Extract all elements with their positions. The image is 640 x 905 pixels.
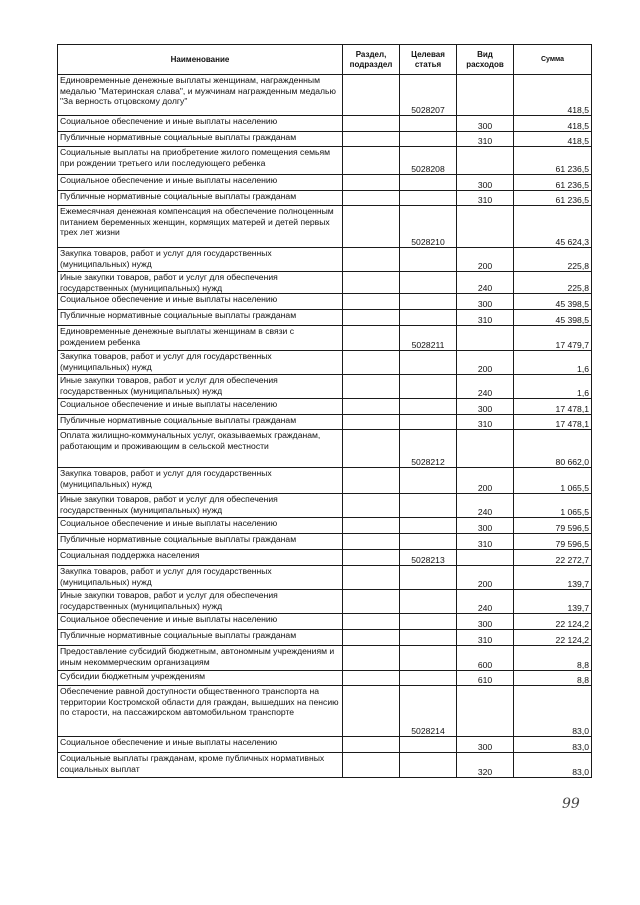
- row-sum-cell: 225,8: [514, 248, 592, 272]
- row-type-cell: 200: [457, 248, 514, 272]
- row-section-cell: [343, 646, 400, 671]
- table-row: [58, 175, 592, 191]
- row-target-cell: [400, 494, 457, 518]
- row-type-cell: [457, 550, 514, 566]
- table-row: [58, 614, 592, 630]
- row-sum-cell: 1,6: [514, 351, 592, 375]
- row-name-cell: Социальное обеспечение и иные выплаты населению: [58, 175, 343, 191]
- table-row: [58, 116, 592, 132]
- table-row: [58, 351, 592, 375]
- row-sum-cell: 17 478,1: [514, 399, 592, 415]
- table-row: [58, 550, 592, 566]
- row-sum-cell: 45 398,5: [514, 294, 592, 310]
- row-sum-cell: 17 478,1: [514, 415, 592, 430]
- row-section-cell: [343, 566, 400, 590]
- row-target-cell: [400, 671, 457, 686]
- row-sum-cell: 80 662,0: [514, 430, 592, 468]
- row-name-cell: Ежемесячная денежная компенсация на обеспечение полноценным питанием беременных женщин, кормящих матерей и детей первых трех лет жизни: [58, 206, 343, 248]
- row-type-cell: 310: [457, 310, 514, 326]
- row-name-cell: Социальная поддержка населения: [58, 550, 343, 566]
- row-name-cell: Публичные нормативные социальные выплаты гражданам: [58, 132, 343, 147]
- page-number: 99: [562, 796, 580, 812]
- row-section-cell: [343, 175, 400, 191]
- table-row: [58, 132, 592, 147]
- row-type-cell: 240: [457, 272, 514, 294]
- row-target-cell: [400, 590, 457, 614]
- table-row: [58, 590, 592, 614]
- table-row: [58, 566, 592, 590]
- row-sum-cell: 83,0: [514, 737, 592, 753]
- row-name-cell: Закупка товаров, работ и услуг для государственных (муниципальных) нужд: [58, 351, 343, 375]
- row-target-cell: [400, 116, 457, 132]
- row-name-cell: Предоставление субсидий бюджетным, автономным учреждениям и иным некоммерческим организациям: [58, 646, 343, 671]
- row-type-cell: 320: [457, 753, 514, 778]
- row-type-cell: 240: [457, 494, 514, 518]
- row-section-cell: [343, 737, 400, 753]
- table-row: [58, 326, 592, 351]
- row-section-cell: [343, 375, 400, 399]
- row-name-cell: Публичные нормативные социальные выплаты гражданам: [58, 630, 343, 646]
- row-section-cell: [343, 468, 400, 494]
- row-target-cell: 5028211: [400, 326, 457, 351]
- row-target-cell: [400, 375, 457, 399]
- row-sum-cell: 8,8: [514, 646, 592, 671]
- row-name-cell: Закупка товаров, работ и услуг для государственных (муниципальных) нужд: [58, 468, 343, 494]
- row-type-cell: 310: [457, 191, 514, 206]
- row-section-cell: [343, 75, 400, 116]
- table-row: [58, 737, 592, 753]
- row-name-cell: Иные закупки товаров, работ и услуг для обеспечения государственных (муниципальных) нужд: [58, 375, 343, 399]
- row-section-cell: [343, 686, 400, 737]
- row-sum-cell: 61 236,5: [514, 147, 592, 175]
- row-sum-cell: 22 124,2: [514, 614, 592, 630]
- row-name-cell: Иные закупки товаров, работ и услуг для обеспечения государственных (муниципальных) нужд: [58, 590, 343, 614]
- row-target-cell: [400, 351, 457, 375]
- row-section-cell: [343, 191, 400, 206]
- table-body: [58, 75, 592, 778]
- row-name-cell: Социальное обеспечение и иные выплаты населению: [58, 737, 343, 753]
- row-target-cell: [400, 399, 457, 415]
- row-target-cell: [400, 614, 457, 630]
- row-type-cell: 310: [457, 132, 514, 147]
- row-name-cell: Социальное обеспечение и иные выплаты населению: [58, 116, 343, 132]
- row-sum-cell: 17 479,7: [514, 326, 592, 351]
- budget-table: [57, 44, 592, 778]
- row-sum-cell: 61 236,5: [514, 191, 592, 206]
- header-section: Раздел, подраздел: [343, 45, 400, 75]
- row-section-cell: [343, 614, 400, 630]
- table-row: [58, 494, 592, 518]
- row-sum-cell: 45 398,5: [514, 310, 592, 326]
- row-target-cell: [400, 132, 457, 147]
- row-section-cell: [343, 550, 400, 566]
- row-type-cell: 610: [457, 671, 514, 686]
- row-type-cell: 310: [457, 630, 514, 646]
- row-type-cell: 200: [457, 351, 514, 375]
- row-type-cell: 600: [457, 646, 514, 671]
- row-section-cell: [343, 206, 400, 248]
- table-row: [58, 75, 592, 116]
- table-row: [58, 375, 592, 399]
- row-type-cell: [457, 326, 514, 351]
- table-row: [58, 534, 592, 550]
- row-target-cell: [400, 415, 457, 430]
- row-section-cell: [343, 399, 400, 415]
- row-type-cell: [457, 686, 514, 737]
- row-target-cell: [400, 294, 457, 310]
- row-section-cell: [343, 430, 400, 468]
- row-type-cell: 300: [457, 399, 514, 415]
- table-row: [58, 248, 592, 272]
- row-type-cell: 240: [457, 590, 514, 614]
- table-row: [58, 430, 592, 468]
- row-target-cell: [400, 753, 457, 778]
- row-sum-cell: 1 065,5: [514, 494, 592, 518]
- row-type-cell: 300: [457, 518, 514, 534]
- row-target-cell: [400, 737, 457, 753]
- table-row: [58, 147, 592, 175]
- row-type-cell: 300: [457, 294, 514, 310]
- table-row: [58, 686, 592, 737]
- row-name-cell: Закупка товаров, работ и услуг для государственных (муниципальных) нужд: [58, 566, 343, 590]
- row-sum-cell: 79 596,5: [514, 534, 592, 550]
- row-name-cell: Публичные нормативные социальные выплаты гражданам: [58, 310, 343, 326]
- row-type-cell: [457, 430, 514, 468]
- row-sum-cell: 79 596,5: [514, 518, 592, 534]
- row-section-cell: [343, 272, 400, 294]
- row-target-cell: 5028214: [400, 686, 457, 737]
- row-target-cell: [400, 191, 457, 206]
- row-type-cell: 300: [457, 614, 514, 630]
- row-section-cell: [343, 494, 400, 518]
- row-target-cell: 5028208: [400, 147, 457, 175]
- row-section-cell: [343, 116, 400, 132]
- row-target-cell: [400, 566, 457, 590]
- row-sum-cell: 61 236,5: [514, 175, 592, 191]
- row-name-cell: Субсидии бюджетным учреждениям: [58, 671, 343, 686]
- row-sum-cell: 22 272,7: [514, 550, 592, 566]
- row-name-cell: Единовременные денежные выплаты женщинам в связи с рождением ребенка: [58, 326, 343, 351]
- row-target-cell: [400, 272, 457, 294]
- row-target-cell: [400, 630, 457, 646]
- row-target-cell: [400, 310, 457, 326]
- row-target-cell: [400, 534, 457, 550]
- row-target-cell: 5028213: [400, 550, 457, 566]
- row-sum-cell: 1 065,5: [514, 468, 592, 494]
- row-section-cell: [343, 753, 400, 778]
- row-section-cell: [343, 518, 400, 534]
- row-section-cell: [343, 671, 400, 686]
- row-name-cell: Социальное обеспечение и иные выплаты населению: [58, 614, 343, 630]
- row-sum-cell: 139,7: [514, 566, 592, 590]
- row-type-cell: 200: [457, 566, 514, 590]
- row-name-cell: Публичные нормативные социальные выплаты гражданам: [58, 415, 343, 430]
- row-sum-cell: 225,8: [514, 272, 592, 294]
- row-name-cell: Социальное обеспечение и иные выплаты населению: [58, 399, 343, 415]
- row-sum-cell: 418,5: [514, 75, 592, 116]
- row-type-cell: [457, 75, 514, 116]
- row-target-cell: 5028210: [400, 206, 457, 248]
- table-row: [58, 646, 592, 671]
- row-type-cell: [457, 147, 514, 175]
- row-name-cell: Социальное обеспечение и иные выплаты населению: [58, 294, 343, 310]
- table-row: [58, 272, 592, 294]
- row-name-cell: Социальные выплаты на приобретение жилого помещения семьям при рождении третьего или последующего ребенка: [58, 147, 343, 175]
- table-row: [58, 468, 592, 494]
- header-sum: Сумма: [514, 45, 592, 75]
- row-sum-cell: 83,0: [514, 753, 592, 778]
- row-name-cell: Обеспечение равной доступности общественного транспорта на территории Костромской области для граждан, вышедших на пенсию по старости, на пассажирском автомобильном транспорте: [58, 686, 343, 737]
- row-sum-cell: 1,6: [514, 375, 592, 399]
- table-row: [58, 753, 592, 778]
- row-section-cell: [343, 294, 400, 310]
- row-target-cell: [400, 248, 457, 272]
- row-name-cell: Оплата жилищно-коммунальных услуг, оказываемых гражданам, работающим и проживающим в сельской местности: [58, 430, 343, 468]
- row-target-cell: [400, 175, 457, 191]
- row-name-cell: Иные закупки товаров, работ и услуг для обеспечения государственных (муниципальных) нужд: [58, 494, 343, 518]
- table-row: [58, 671, 592, 686]
- row-section-cell: [343, 248, 400, 272]
- row-target-cell: 5028207: [400, 75, 457, 116]
- row-sum-cell: 139,7: [514, 590, 592, 614]
- header-target: Целевая статья: [400, 45, 457, 75]
- table-row: [58, 518, 592, 534]
- row-section-cell: [343, 415, 400, 430]
- row-name-cell: Социальные выплаты гражданам, кроме публичных нормативных социальных выплат: [58, 753, 343, 778]
- header-type: Вид расходов: [457, 45, 514, 75]
- table-row: [58, 206, 592, 248]
- row-target-cell: [400, 468, 457, 494]
- table-row: [58, 630, 592, 646]
- row-type-cell: 300: [457, 175, 514, 191]
- row-type-cell: 200: [457, 468, 514, 494]
- row-name-cell: Социальное обеспечение и иные выплаты населению: [58, 518, 343, 534]
- table-row: [58, 415, 592, 430]
- row-type-cell: 310: [457, 534, 514, 550]
- row-target-cell: [400, 518, 457, 534]
- header-name: Наименование: [58, 45, 343, 75]
- table-row: [58, 399, 592, 415]
- row-sum-cell: 418,5: [514, 132, 592, 147]
- row-section-cell: [343, 351, 400, 375]
- table-row: [58, 191, 592, 206]
- row-type-cell: 310: [457, 415, 514, 430]
- row-type-cell: 240: [457, 375, 514, 399]
- row-type-cell: 300: [457, 737, 514, 753]
- row-sum-cell: 45 624,3: [514, 206, 592, 248]
- row-section-cell: [343, 326, 400, 351]
- table-row: [58, 310, 592, 326]
- row-target-cell: [400, 646, 457, 671]
- row-name-cell: Иные закупки товаров, работ и услуг для обеспечения государственных (муниципальных) нужд: [58, 272, 343, 294]
- row-sum-cell: 83,0: [514, 686, 592, 737]
- row-section-cell: [343, 147, 400, 175]
- row-sum-cell: 8,8: [514, 671, 592, 686]
- row-name-cell: Публичные нормативные социальные выплаты гражданам: [58, 534, 343, 550]
- row-section-cell: [343, 310, 400, 326]
- row-section-cell: [343, 132, 400, 147]
- row-target-cell: 5028212: [400, 430, 457, 468]
- row-sum-cell: 22 124,2: [514, 630, 592, 646]
- row-sum-cell: 418,5: [514, 116, 592, 132]
- row-name-cell: Публичные нормативные социальные выплаты гражданам: [58, 191, 343, 206]
- table-header-row: [58, 45, 592, 75]
- row-name-cell: Закупка товаров, работ и услуг для государственных (муниципальных) нужд: [58, 248, 343, 272]
- row-section-cell: [343, 630, 400, 646]
- row-section-cell: [343, 534, 400, 550]
- row-type-cell: 300: [457, 116, 514, 132]
- row-type-cell: [457, 206, 514, 248]
- row-name-cell: Единовременные денежные выплаты женщинам, награжденным медалью "Материнская слава", и мужчинам награжденным медалью "За верность отцовскому долгу": [58, 75, 343, 116]
- row-section-cell: [343, 590, 400, 614]
- table-row: [58, 294, 592, 310]
